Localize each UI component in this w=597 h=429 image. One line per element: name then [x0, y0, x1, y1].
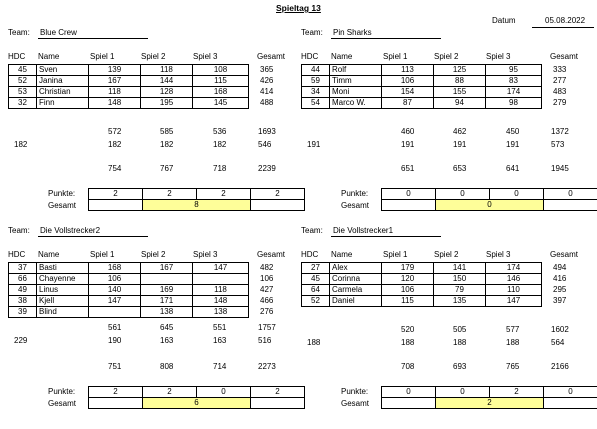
player-total: 483	[553, 88, 566, 96]
player-spiel3: 148	[193, 296, 249, 307]
player-spiel2: 150	[434, 274, 486, 285]
table-row	[9, 263, 249, 274]
final-spiel1: 751	[108, 363, 121, 371]
player-total: 482	[260, 264, 273, 272]
player-total: 426	[260, 77, 273, 85]
sum-total: 1372	[551, 128, 569, 136]
player-name: Kjell	[37, 296, 89, 307]
player-spiel1: 154	[382, 87, 434, 98]
date-label: Datum	[492, 17, 516, 25]
table-row	[302, 296, 542, 307]
points-cell: 0	[197, 387, 251, 398]
hdc-spiel2: 188	[453, 339, 466, 347]
header-name: Name	[331, 251, 352, 259]
gesamt-label: Gesamt	[48, 202, 76, 210]
points-total-row	[89, 200, 305, 211]
team-label: Team:	[8, 227, 30, 235]
player-hdc: 54	[302, 98, 330, 109]
team-name: Pin Sharks	[333, 29, 372, 37]
points-total-row	[382, 398, 597, 409]
sum-spiel1: 520	[401, 326, 414, 334]
table-row	[9, 307, 249, 318]
team-underline	[38, 236, 148, 237]
player-spiel2: 155	[434, 87, 486, 98]
player-spiel1	[89, 307, 141, 318]
final-spiel2: 693	[453, 363, 466, 371]
players-table	[301, 262, 542, 307]
points-total-blank	[382, 398, 436, 409]
header-spiel3: Spiel 3	[486, 251, 510, 259]
player-hdc: 45	[302, 274, 330, 285]
player-name: Alex	[330, 263, 382, 274]
player-total: 414	[260, 88, 273, 96]
player-hdc: 53	[9, 87, 37, 98]
player-spiel1: 113	[382, 65, 434, 76]
final-spiel3: 718	[213, 165, 226, 173]
sum-total: 1757	[258, 324, 276, 332]
player-spiel2: 138	[141, 307, 193, 318]
player-spiel3: 98	[486, 98, 542, 109]
header-spiel3: Spiel 3	[193, 53, 217, 61]
table-row	[9, 296, 249, 307]
final-spiel2: 653	[453, 165, 466, 173]
points-cell: 0	[436, 189, 490, 200]
player-spiel3: 147	[193, 263, 249, 274]
points-total-blank	[544, 398, 597, 409]
points-total-blank	[382, 200, 436, 211]
team-block	[8, 26, 298, 231]
points-cell: 2	[143, 387, 197, 398]
player-spiel2: 144	[141, 76, 193, 87]
points-table	[88, 188, 305, 211]
player-hdc: 37	[9, 263, 37, 274]
hdc-spiel3: 163	[213, 337, 226, 345]
points-row	[382, 387, 597, 398]
player-spiel1: 167	[89, 76, 141, 87]
points-total-value: 8	[143, 200, 251, 211]
player-spiel2: 195	[141, 98, 193, 109]
player-name: Finn	[37, 98, 89, 109]
team-hdc-value: 191	[307, 141, 320, 149]
points-cell: 2	[197, 189, 251, 200]
final-total: 1945	[551, 165, 569, 173]
table-row	[9, 285, 249, 296]
final-spiel1: 651	[401, 165, 414, 173]
hdc-spiel3: 182	[213, 141, 226, 149]
table-row	[9, 65, 249, 76]
hdc-spiel3: 191	[506, 141, 519, 149]
final-spiel2: 808	[160, 363, 173, 371]
final-spiel1: 708	[401, 363, 414, 371]
punkte-label: Punkte:	[341, 190, 368, 198]
sum-spiel3: 551	[213, 324, 226, 332]
final-spiel3: 765	[506, 363, 519, 371]
player-spiel2: 128	[141, 87, 193, 98]
points-cell: 0	[544, 189, 597, 200]
points-total-row	[382, 200, 597, 211]
team-hdc-value: 188	[307, 339, 320, 347]
table-row	[9, 76, 249, 87]
player-hdc: 45	[9, 65, 37, 76]
player-hdc: 34	[302, 87, 330, 98]
header-spiel1: Spiel 1	[90, 53, 114, 61]
player-name: Marco W.	[330, 98, 382, 109]
final-spiel3: 714	[213, 363, 226, 371]
player-spiel2: 141	[434, 263, 486, 274]
header-spiel1: Spiel 1	[383, 251, 407, 259]
player-total: 365	[260, 66, 273, 74]
player-total: 295	[553, 286, 566, 294]
header-hdc: HDC	[8, 251, 25, 259]
points-total-value: 0	[436, 200, 544, 211]
player-name: Corinna	[330, 274, 382, 285]
player-spiel3: 110	[486, 285, 542, 296]
header-gesamt: Gesamt	[550, 53, 578, 61]
sum-spiel3: 536	[213, 128, 226, 136]
final-total: 2166	[551, 363, 569, 371]
team-hdc-value: 182	[14, 141, 27, 149]
player-spiel1: 115	[382, 296, 434, 307]
points-cell: 2	[143, 189, 197, 200]
player-name: Carmela	[330, 285, 382, 296]
points-table	[381, 386, 597, 409]
player-name: Timm	[330, 76, 382, 87]
hdc-spiel2: 163	[160, 337, 173, 345]
sum-spiel3: 450	[506, 128, 519, 136]
player-name: Daniel	[330, 296, 382, 307]
header-spiel1: Spiel 1	[383, 53, 407, 61]
final-total: 2239	[258, 165, 276, 173]
team-name: Die Vollstrecker2	[40, 227, 100, 235]
header-spiel2: Spiel 2	[434, 251, 458, 259]
player-spiel1: 139	[89, 65, 141, 76]
player-spiel3: 147	[486, 296, 542, 307]
player-spiel2: 171	[141, 296, 193, 307]
team-underline	[38, 38, 148, 39]
table-row	[9, 87, 249, 98]
date-value: 05.08.2022	[545, 17, 585, 25]
player-spiel1: 179	[382, 263, 434, 274]
header-hdc: HDC	[301, 53, 318, 61]
sum-spiel3: 577	[506, 326, 519, 334]
player-total: 106	[260, 275, 273, 283]
points-cell: 2	[89, 387, 143, 398]
player-spiel1: 106	[382, 76, 434, 87]
player-name: Janina	[37, 76, 89, 87]
player-spiel2: 169	[141, 285, 193, 296]
hdc-total: 516	[258, 337, 271, 345]
sum-total: 1602	[551, 326, 569, 334]
punkte-label: Punkte:	[48, 388, 75, 396]
player-hdc: 39	[9, 307, 37, 318]
points-cell: 0	[490, 189, 544, 200]
players-table	[8, 262, 249, 318]
team-label: Team:	[301, 29, 323, 37]
player-spiel1: 148	[89, 98, 141, 109]
player-spiel2: 125	[434, 65, 486, 76]
team-underline	[331, 236, 441, 237]
player-hdc: 32	[9, 98, 37, 109]
gesamt-label: Gesamt	[48, 400, 76, 408]
player-hdc: 64	[302, 285, 330, 296]
final-spiel3: 641	[506, 165, 519, 173]
player-spiel3: 174	[486, 87, 542, 98]
sum-total: 1693	[258, 128, 276, 136]
player-total: 427	[260, 286, 273, 294]
sum-spiel2: 585	[160, 128, 173, 136]
team-name: Die Vollstrecker1	[333, 227, 393, 235]
player-total: 276	[260, 308, 273, 316]
player-total: 466	[260, 297, 273, 305]
hdc-spiel1: 182	[108, 141, 121, 149]
sum-spiel2: 645	[160, 324, 173, 332]
points-cell: 2	[89, 189, 143, 200]
points-row	[382, 189, 597, 200]
header-gesamt: Gesamt	[257, 53, 285, 61]
hdc-total: 546	[258, 141, 271, 149]
player-spiel3: 168	[193, 87, 249, 98]
player-total: 397	[553, 297, 566, 305]
player-total: 277	[553, 77, 566, 85]
points-cell: 0	[544, 387, 597, 398]
player-hdc: 49	[9, 285, 37, 296]
hdc-spiel3: 188	[506, 339, 519, 347]
team-name: Blue Crew	[40, 29, 77, 37]
player-spiel1: 118	[89, 87, 141, 98]
header-spiel3: Spiel 3	[193, 251, 217, 259]
team-underline	[331, 38, 441, 39]
final-total: 2273	[258, 363, 276, 371]
points-total-blank	[544, 200, 597, 211]
header-gesamt: Gesamt	[550, 251, 578, 259]
hdc-total: 573	[551, 141, 564, 149]
header-hdc: HDC	[8, 53, 25, 61]
player-spiel3: 118	[193, 285, 249, 296]
player-spiel2: 118	[141, 65, 193, 76]
player-spiel2: 94	[434, 98, 486, 109]
points-total-blank	[251, 200, 305, 211]
player-hdc: 52	[302, 296, 330, 307]
header-spiel3: Spiel 3	[486, 53, 510, 61]
player-spiel3: 108	[193, 65, 249, 76]
player-spiel3: 95	[486, 65, 542, 76]
sum-spiel1: 460	[401, 128, 414, 136]
player-spiel1: 106	[382, 285, 434, 296]
player-name: Blind	[37, 307, 89, 318]
sum-spiel1: 561	[108, 324, 121, 332]
table-row	[302, 274, 542, 285]
player-name: Moni	[330, 87, 382, 98]
points-table	[88, 386, 305, 409]
points-row	[89, 387, 305, 398]
points-total-row	[89, 398, 305, 409]
player-spiel2: 79	[434, 285, 486, 296]
player-spiel3	[193, 274, 249, 285]
player-spiel1: 120	[382, 274, 434, 285]
points-cell: 2	[251, 189, 305, 200]
header-name: Name	[38, 53, 59, 61]
punkte-label: Punkte:	[48, 190, 75, 198]
table-row	[302, 87, 542, 98]
sum-spiel1: 572	[108, 128, 121, 136]
player-name: Chayenne	[37, 274, 89, 285]
hdc-spiel1: 191	[401, 141, 414, 149]
header-name: Name	[331, 53, 352, 61]
player-name: Rolf	[330, 65, 382, 76]
points-total-blank	[251, 398, 305, 409]
team-label: Team:	[301, 227, 323, 235]
player-spiel3: 138	[193, 307, 249, 318]
gesamt-label: Gesamt	[341, 400, 369, 408]
player-name: Basti	[37, 263, 89, 274]
punkte-label: Punkte:	[341, 388, 368, 396]
points-cell: 0	[436, 387, 490, 398]
team-block	[8, 224, 298, 429]
player-spiel3: 115	[193, 76, 249, 87]
table-row	[302, 76, 542, 87]
player-total: 333	[553, 66, 566, 74]
player-hdc: 52	[9, 76, 37, 87]
header-spiel2: Spiel 2	[141, 251, 165, 259]
points-total-value: 2	[436, 398, 544, 409]
team-block	[301, 26, 591, 231]
header-spiel2: Spiel 2	[141, 53, 165, 61]
player-spiel3: 145	[193, 98, 249, 109]
player-hdc: 44	[302, 65, 330, 76]
header-spiel2: Spiel 2	[434, 53, 458, 61]
player-name: Linus	[37, 285, 89, 296]
points-total-blank	[89, 398, 143, 409]
points-row	[89, 189, 305, 200]
final-spiel1: 754	[108, 165, 121, 173]
player-spiel1: 147	[89, 296, 141, 307]
gesamt-label: Gesamt	[341, 202, 369, 210]
player-spiel1: 106	[89, 274, 141, 285]
header-spiel1: Spiel 1	[90, 251, 114, 259]
table-row	[9, 98, 249, 109]
table-row	[302, 98, 542, 109]
final-spiel2: 767	[160, 165, 173, 173]
player-name: Sven	[37, 65, 89, 76]
player-spiel2	[141, 274, 193, 285]
player-hdc: 59	[302, 76, 330, 87]
sum-spiel2: 462	[453, 128, 466, 136]
header-gesamt: Gesamt	[257, 251, 285, 259]
table-row	[302, 65, 542, 76]
points-cell: 0	[382, 387, 436, 398]
table-row	[9, 274, 249, 285]
player-spiel3: 146	[486, 274, 542, 285]
hdc-spiel2: 182	[160, 141, 173, 149]
player-total: 279	[553, 99, 566, 107]
players-table	[301, 64, 542, 109]
page-title: Spieltag 13	[276, 4, 321, 13]
player-spiel1: 140	[89, 285, 141, 296]
player-spiel3: 83	[486, 76, 542, 87]
player-spiel2: 88	[434, 76, 486, 87]
player-total: 416	[553, 275, 566, 283]
header-name: Name	[38, 251, 59, 259]
player-spiel1: 168	[89, 263, 141, 274]
player-hdc: 27	[302, 263, 330, 274]
table-row	[302, 285, 542, 296]
hdc-spiel2: 191	[453, 141, 466, 149]
hdc-total: 564	[551, 339, 564, 347]
player-spiel3: 174	[486, 263, 542, 274]
player-total: 488	[260, 99, 273, 107]
player-total: 494	[553, 264, 566, 272]
points-cell: 0	[382, 189, 436, 200]
points-total-blank	[89, 200, 143, 211]
sum-spiel2: 505	[453, 326, 466, 334]
player-spiel2: 167	[141, 263, 193, 274]
player-hdc: 38	[9, 296, 37, 307]
hdc-spiel1: 188	[401, 339, 414, 347]
player-hdc: 66	[9, 274, 37, 285]
header-hdc: HDC	[301, 251, 318, 259]
team-block	[301, 224, 591, 429]
points-cell: 2	[490, 387, 544, 398]
players-table	[8, 64, 249, 109]
hdc-spiel1: 190	[108, 337, 121, 345]
points-table	[381, 188, 597, 211]
points-total-value: 6	[143, 398, 251, 409]
player-spiel2: 135	[434, 296, 486, 307]
team-label: Team:	[8, 29, 30, 37]
table-row	[302, 263, 542, 274]
points-cell: 2	[251, 387, 305, 398]
player-name: Christian	[37, 87, 89, 98]
team-hdc-value: 229	[14, 337, 27, 345]
player-spiel1: 87	[382, 98, 434, 109]
